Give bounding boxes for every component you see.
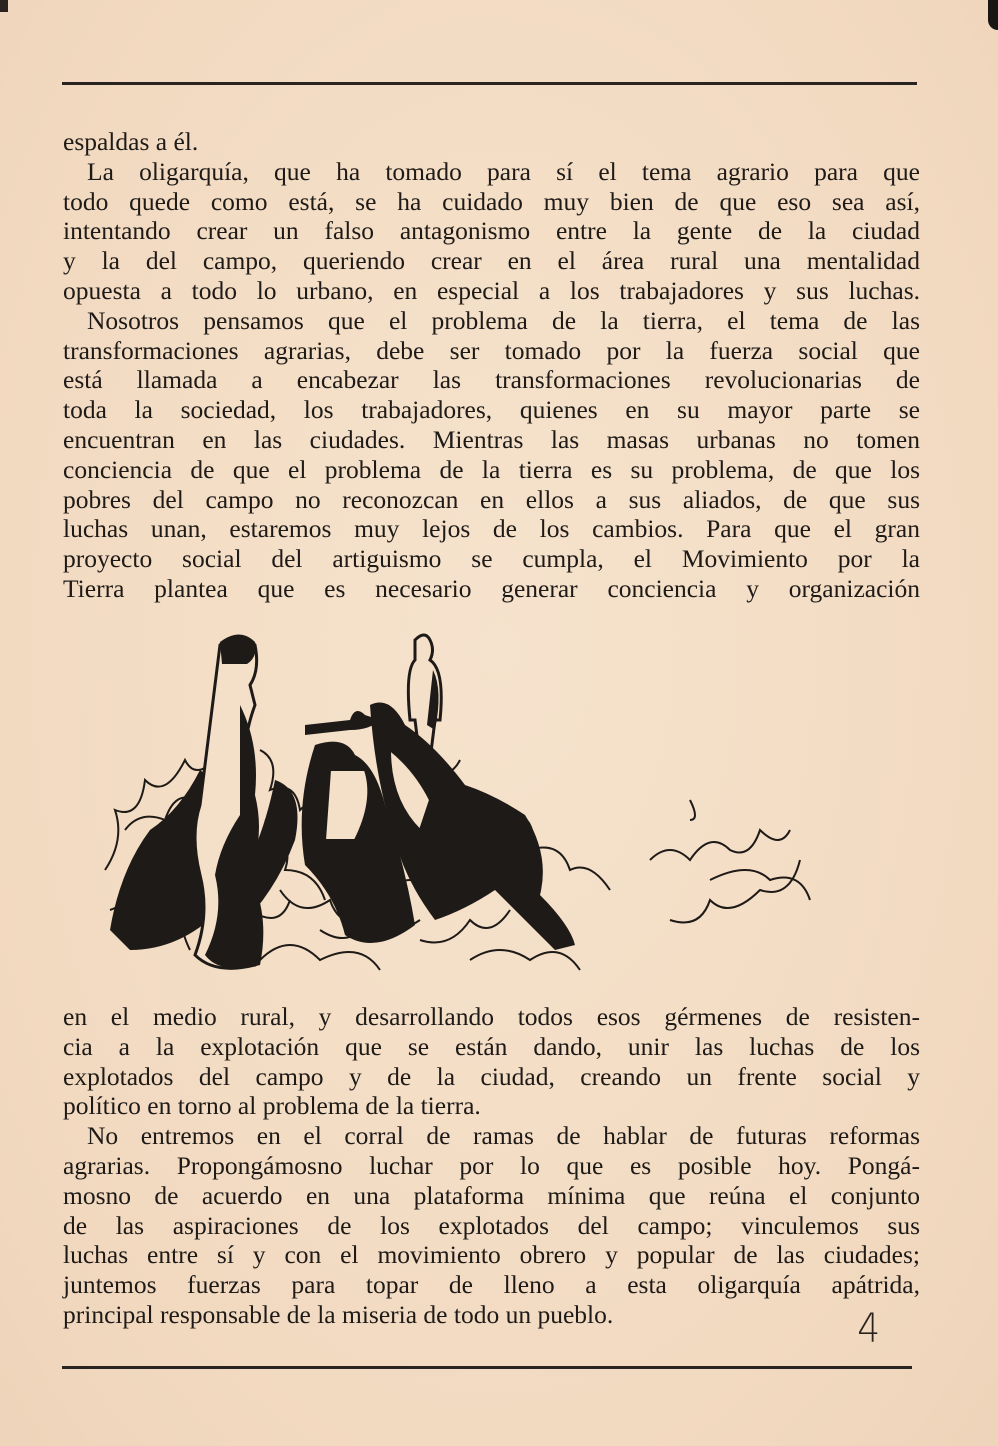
text-line: todo quede como está, se ha cuidado muy bien de que eso sea así, xyxy=(63,186,920,216)
text-line: político en torno al problema de la tierra. xyxy=(63,1091,481,1121)
text-line: Nosotros pensamos que el problema de la tierra, el tema de las xyxy=(87,305,920,335)
text-line: principal responsable de la miseria de todo un pueblo. xyxy=(63,1299,614,1329)
text-line: pobres del campo no reconozcan en ellos a sus aliados, de que sus xyxy=(63,484,920,514)
text-line: y la del campo, queriendo crear en el área rural una mentalidad xyxy=(63,246,920,276)
text-line: conciencia de que el problema de la tierra es su problema, de que los xyxy=(63,454,920,484)
text-line: juntemos fuerzas para topar de lleno a esta oligarquía apátrida, xyxy=(63,1270,920,1300)
text-line: agrarias. Propongámosno luchar por lo que es posible hoy. Pongá- xyxy=(63,1150,920,1180)
illustration-farm-workers xyxy=(90,630,850,980)
text-line: luchas unan, estaremos muy lejos de los cambios. Para que el gran xyxy=(63,514,920,544)
text-block-top xyxy=(63,127,920,604)
text-line: transformaciones agrarias, debe ser tomado por la fuerza social que xyxy=(63,335,920,365)
text-block-bottom xyxy=(63,1002,920,1330)
text-line: intentando crear un falso antagonismo entre la gente de la ciudad xyxy=(63,216,920,246)
text-line: de las aspiraciones de los explotados del campo; vinculemos sus xyxy=(63,1210,920,1240)
text-line: luchas entre sí y con el movimiento obrero y popular de las ciudades; xyxy=(63,1240,920,1270)
text-line: toda la sociedad, los trabajadores, quienes en su mayor parte se xyxy=(63,395,920,425)
text-line: proyecto social del artiguismo se cumpla, el Movimiento por la xyxy=(63,544,920,574)
text-line: La oligarquía, que ha tomado para sí el tema agrario para que xyxy=(87,156,920,186)
text-line: encuentran en las ciudades. Mientras las masas urbanas no tomen xyxy=(63,424,920,454)
scan-edge-mark xyxy=(988,0,998,30)
top-rule xyxy=(62,82,917,85)
text-line: en el medio rural, y desarrollando todos esos gérmenes de resisten- xyxy=(63,1002,920,1031)
page-number: 4 xyxy=(857,1306,881,1352)
text-line: espaldas a él. xyxy=(63,127,199,156)
text-line: cia a la explotación que se están dando, unir las luchas de los xyxy=(63,1031,920,1061)
text-line: No entremos en el corral de ramas de hablar de futuras reformas xyxy=(87,1121,920,1151)
text-line: Tierra plantea que es necesario generar conciencia y organización xyxy=(63,573,920,603)
text-line: opuesta a todo lo urbano, en especial a los trabajadores y sus luchas. xyxy=(63,275,920,305)
text-line: explotados del campo y de la ciudad, creando un frente social y xyxy=(63,1061,920,1091)
bottom-rule xyxy=(62,1366,912,1369)
text-line: está llamada a encabezar las transformaciones revolucionarias de xyxy=(63,365,920,395)
text-line: mosno de acuerdo en una plataforma mínima que reúna el conjunto xyxy=(63,1180,920,1210)
scan-corner-mark xyxy=(0,0,8,12)
